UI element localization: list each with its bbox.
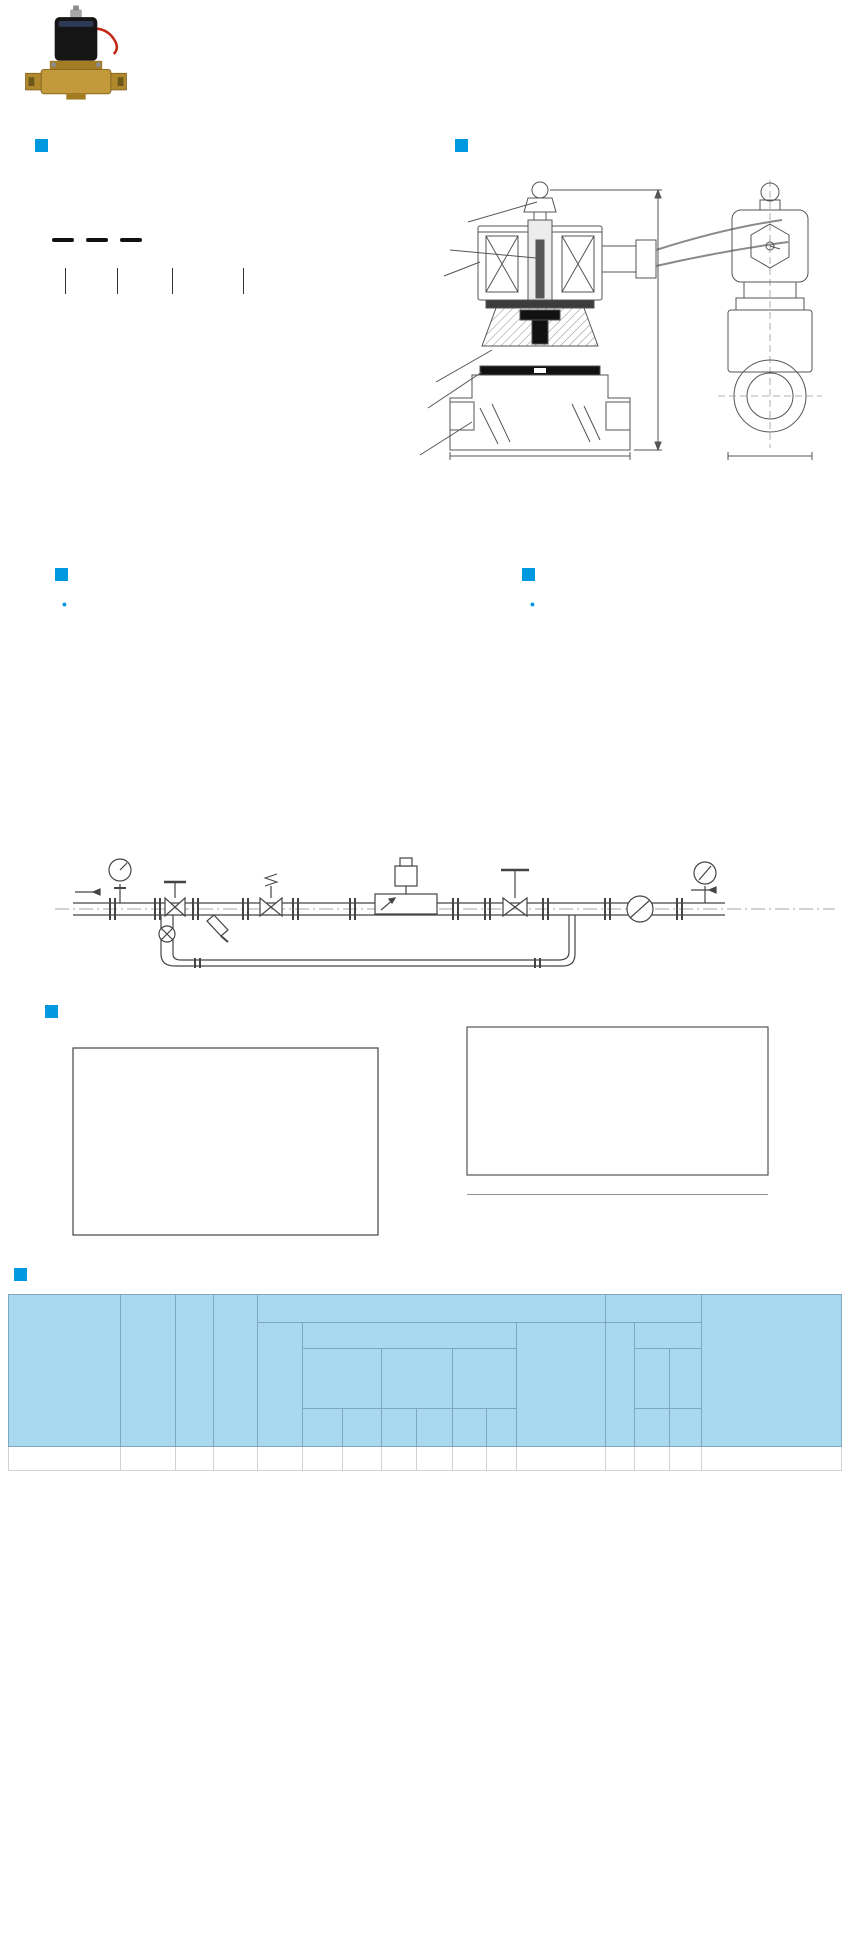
features-list: [62, 596, 462, 617]
blue-square-icon: [14, 1268, 27, 1281]
order-code-line: [40, 238, 142, 242]
code-connector-line: [65, 268, 66, 294]
cell-flow-dia: [176, 1447, 214, 1471]
col-ac220v: [635, 1409, 670, 1447]
solenoid-valve-photo: [13, 4, 139, 104]
code-box-port: [86, 238, 108, 242]
band-working-pressure: [258, 1295, 606, 1323]
col-dc: [417, 1409, 453, 1447]
col-max-fluid-temp: [517, 1323, 606, 1447]
bullet-icon: •: [530, 596, 535, 612]
section-flow-header: [45, 1005, 65, 1018]
col-water-hotwater: [382, 1349, 453, 1409]
col-product-model: [9, 1295, 121, 1447]
air-flow-scale-table: [467, 1182, 768, 1195]
col-dc: [487, 1409, 517, 1447]
col-ac: [382, 1409, 417, 1447]
cell-cv: [214, 1447, 258, 1471]
section-features-header: [55, 568, 75, 581]
cell-oil-ac: [453, 1447, 487, 1471]
cell-va: [635, 1447, 670, 1471]
blue-square-icon: [522, 568, 535, 581]
feature-item: [62, 596, 462, 613]
cell-air-dc: [343, 1447, 382, 1471]
structure-drawing: [340, 150, 845, 465]
cell-water-dc: [417, 1447, 453, 1471]
col-connection: [121, 1295, 176, 1447]
bullet-icon: •: [62, 596, 67, 612]
col-insulation-class: [606, 1323, 635, 1447]
col-va: [635, 1349, 670, 1409]
col-cv: [214, 1295, 258, 1447]
col-ac: [303, 1409, 343, 1447]
code-box-voltage: [120, 238, 142, 242]
note-item: [530, 596, 835, 613]
cell-connection: [121, 1447, 176, 1471]
cell-insulation: [606, 1447, 635, 1471]
section-notes-header: [522, 568, 542, 581]
product-item: [8, 4, 144, 106]
product-photo-strip: [8, 4, 841, 106]
col-w: [670, 1349, 702, 1409]
code-connector-line: [243, 268, 244, 294]
col-dimensions: [702, 1295, 842, 1447]
cell-model: [9, 1447, 121, 1471]
water-flow-chart: [40, 1028, 392, 1278]
cell-min-wp: [258, 1447, 303, 1471]
table-row: [9, 1447, 842, 1471]
blue-square-icon: [35, 139, 48, 152]
col-dc: [343, 1409, 382, 1447]
cell-dims: [702, 1447, 842, 1471]
tech-parameters-table: [8, 1294, 842, 1471]
section-tech-header: [14, 1268, 34, 1281]
cell-water-ac: [382, 1447, 417, 1471]
blue-square-icon: [55, 568, 68, 581]
table-body: [9, 1447, 842, 1471]
col-ac: [453, 1409, 487, 1447]
table-header: [9, 1295, 842, 1447]
col-min-working-pressure: [258, 1323, 303, 1447]
col-flow-dia: [176, 1295, 214, 1447]
code-box-bore: [52, 238, 74, 242]
col-light-oil: [453, 1349, 517, 1409]
cell-w: [670, 1447, 702, 1471]
code-connector-line: [172, 268, 173, 294]
cell-max-temp: [517, 1447, 606, 1471]
band-power: [635, 1323, 702, 1349]
col-air-gas: [303, 1349, 382, 1409]
cell-oil-dc: [487, 1447, 517, 1471]
blue-square-icon: [45, 1005, 58, 1018]
band-coil-config: [606, 1295, 702, 1323]
code-connector-line: [117, 268, 118, 294]
piping-diagram: [15, 818, 845, 996]
col-dc24v: [670, 1409, 702, 1447]
air-flow-chart: [430, 1010, 845, 1274]
cell-air-ac: [303, 1447, 343, 1471]
air-scale-row: [467, 1182, 768, 1195]
band-max-working-pressure: [303, 1323, 517, 1349]
section-order-code-header: [35, 139, 55, 152]
notes-list: [530, 596, 835, 617]
